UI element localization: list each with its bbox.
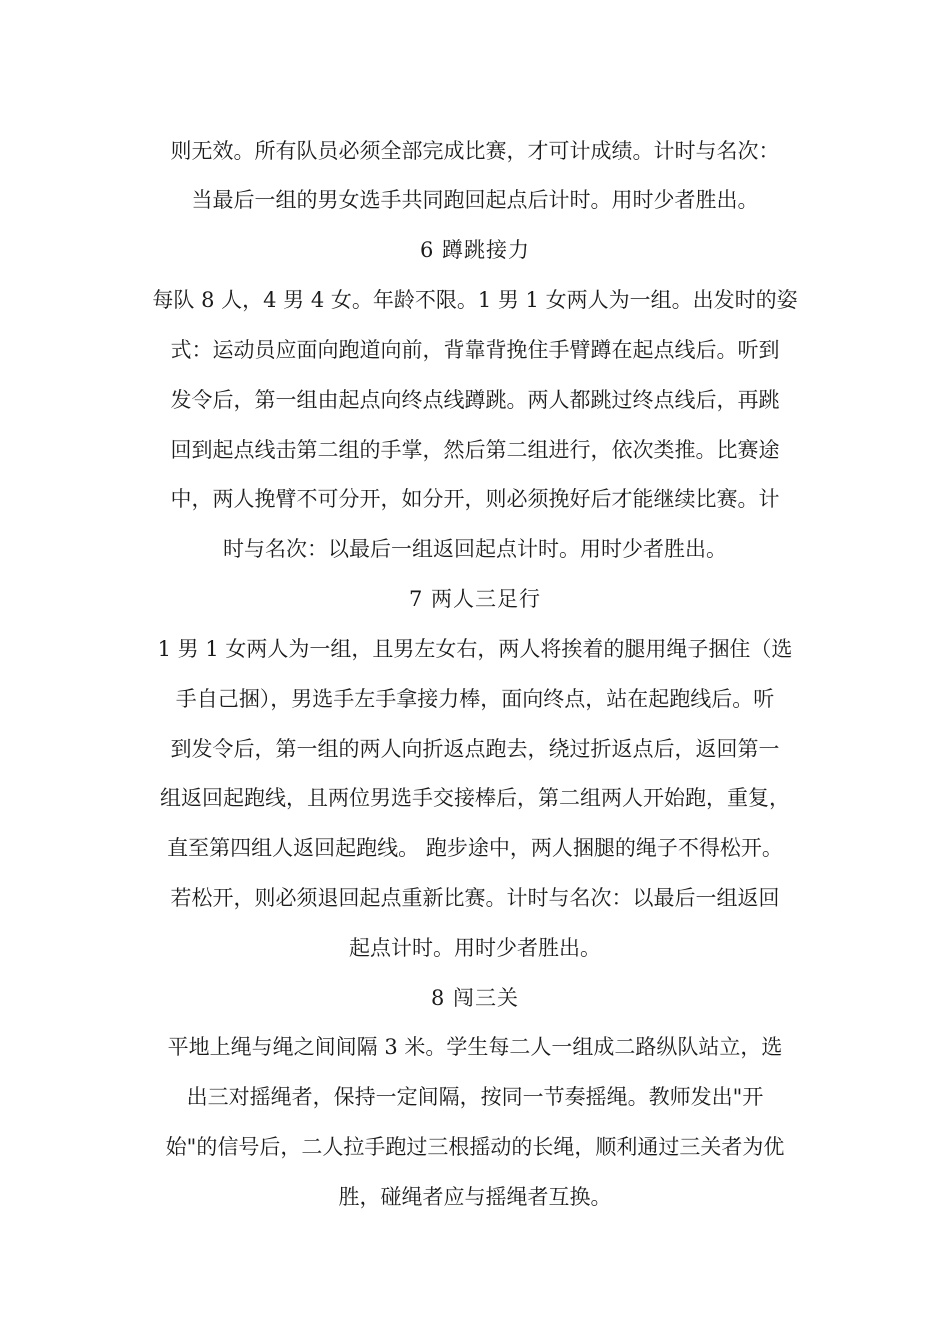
text-line: 则无效。所有队员必须全部完成比赛，才可计成绩。计时与名次： [170, 139, 780, 163]
section-heading-7: 7 两人三足行 [408, 587, 542, 611]
text-line: 回到起点线击第二组的手掌，然后第二组进行，依次类推。比赛途 [170, 438, 780, 462]
text-line: 出三对摇绳者，保持一定间隔，按同一节奏摇绳。教师发出"开 [186, 1085, 764, 1109]
text-line: 当最后一组的男女选手共同跑回起点后计时。用时少者胜出。 [191, 188, 759, 212]
text-line: 若松开，则必须退回起点重新比赛。计时与名次：以最后一组返回 [170, 886, 780, 910]
text-line: 始"的信号后，二人拉手跑过三根摇动的长绳，顺利通过三关者为优 [165, 1135, 785, 1159]
section-heading-6: 6 蹲跳接力 [419, 238, 531, 262]
text-line: 手自己捆），男选手左手拿接力棒，面向终点，站在起跑线后。听 [175, 687, 775, 711]
section-heading-8: 8 闯三关 [430, 986, 520, 1010]
text-line: 组返回起跑线，且两位男选手交接棒后，第二组两人开始跑，重复， [160, 786, 790, 810]
text-line: 到发令后，第一组的两人向折返点跑去，绕过折返点后，返回第一 [170, 737, 780, 761]
text-line: 胜，碰绳者应与摇绳者互换。 [338, 1185, 612, 1209]
text-line: 平地上绳与绳之间间隔 3 米。学生每二人一组成二路纵队站立，选 [167, 1035, 783, 1059]
text-line: 式：运动员应面向跑道向前，背靠背挽住手臂蹲在起点线后。听到 [170, 338, 780, 362]
text-line: 直至第四组人返回起跑线。 跑步途中，两人捆腿的绳子不得松开。 [167, 836, 783, 860]
text-line: 每队 8 人，4 男 4 女。年龄不限。1 男 1 女两人为一组。出发时的姿 [152, 288, 798, 312]
text-line: 时与名次：以最后一组返回起点计时。用时少者胜出。 [223, 537, 727, 561]
text-line: 起点计时。用时少者胜出。 [349, 936, 601, 960]
text-line: 中，两人挽臂不可分开，如分开，则必须挽好后才能继续比赛。计 [170, 487, 780, 511]
text-line: 1 男 1 女两人为一组，且男左女右，两人将挨着的腿用绳子捆住（选 [157, 637, 793, 661]
text-line: 发令后，第一组由起点向终点线蹲跳。两人都跳过终点线后，再跳 [170, 388, 780, 412]
